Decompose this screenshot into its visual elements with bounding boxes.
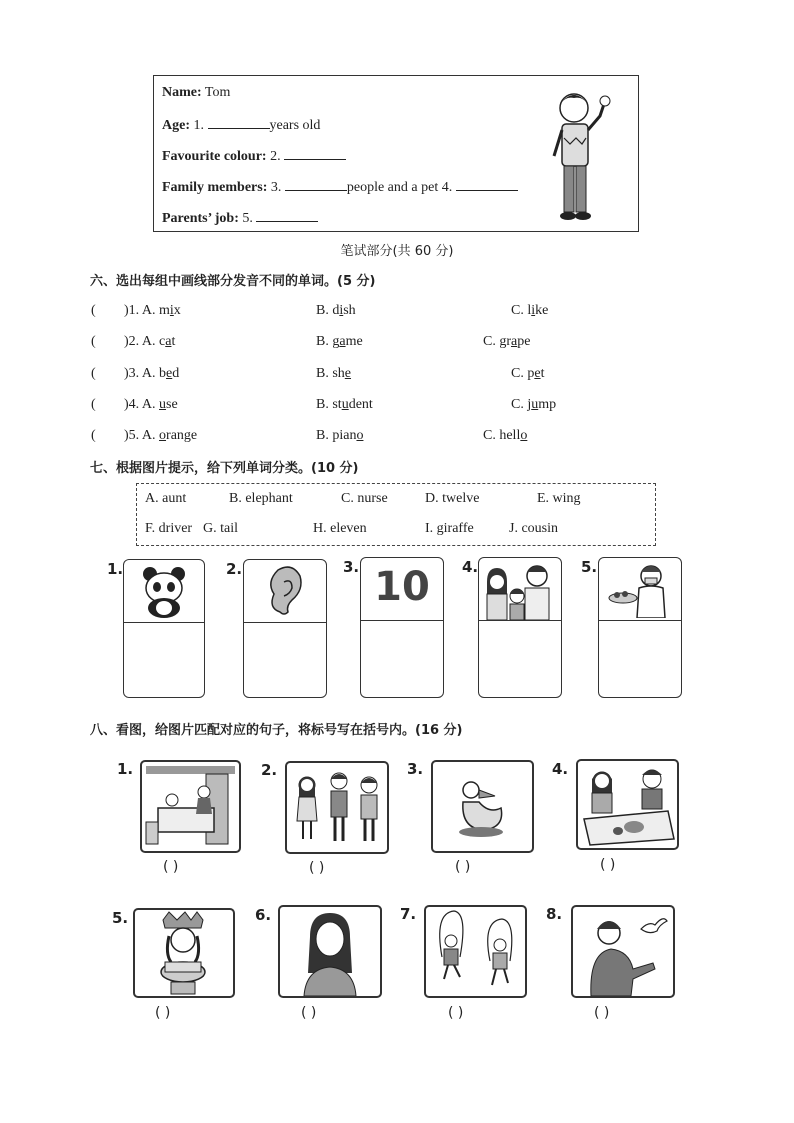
answer-paren[interactable]: ( ) xyxy=(301,1005,317,1021)
age-number: 1. xyxy=(193,118,204,133)
picture-number: 1. xyxy=(117,760,134,778)
question-number: )5. xyxy=(124,428,140,443)
open-paren: ( xyxy=(91,334,96,349)
picture-number: 5. xyxy=(112,909,129,927)
underlined-letter: u xyxy=(341,397,349,412)
family-label: Family members: xyxy=(162,180,268,195)
box-number: 4. xyxy=(462,558,479,576)
word-bank-item: B. elephant xyxy=(229,491,293,506)
option-text: ke xyxy=(535,303,549,318)
woman-portrait xyxy=(280,907,380,996)
painting-scene xyxy=(578,761,677,848)
option-b xyxy=(316,428,363,444)
open-paren: ( xyxy=(91,303,96,318)
option-c xyxy=(483,334,530,350)
option-text: C. l xyxy=(511,303,532,318)
underlined-letter: e xyxy=(534,366,541,381)
word-bank-item: E. wing xyxy=(537,491,581,506)
option-text: C. j xyxy=(511,397,532,412)
underlined-letter: o xyxy=(356,428,364,443)
underlined-letter: a xyxy=(165,334,172,349)
answer-paren[interactable]: ( ) xyxy=(155,1005,171,1021)
option-c xyxy=(511,397,556,413)
question-number: )2. xyxy=(124,334,140,349)
option-text: B. g xyxy=(316,334,340,349)
box-number: 3. xyxy=(343,558,360,576)
option-text: A. c xyxy=(141,334,166,349)
ear-icon xyxy=(244,560,326,620)
option-text: t xyxy=(540,366,545,381)
box-number: 5. xyxy=(581,558,598,576)
section8-heading: 八、看图，给图片匹配对应的句子，将标号写在括号内。(16 分) xyxy=(90,723,463,738)
option-text: B. st xyxy=(316,397,342,412)
word-bank-item: I. giraffe xyxy=(425,521,474,536)
option-text: B. pian xyxy=(316,428,357,443)
colour-blank[interactable] xyxy=(284,147,346,160)
category-box-ear[interactable] xyxy=(243,559,327,698)
family-line xyxy=(162,178,518,196)
picture-number: 3. xyxy=(407,760,424,778)
underlined-letter: a xyxy=(511,334,518,349)
job-label: Parents’ job: xyxy=(162,211,239,226)
section7-heading: 七、根据图片提示，给下列单词分类。(10 分) xyxy=(90,461,359,476)
bird-scene xyxy=(573,907,673,996)
option-c xyxy=(511,366,544,382)
box-number: 2. xyxy=(226,560,243,578)
duck-scene xyxy=(433,762,532,851)
picture-number: 4. xyxy=(552,760,569,778)
family-icon xyxy=(479,558,561,620)
underlined-letter: i xyxy=(169,303,174,318)
picture-bird xyxy=(571,905,675,998)
underlined-letter: e xyxy=(166,366,173,381)
option-text: B. d xyxy=(316,303,340,318)
answer-paren[interactable]: ( ) xyxy=(600,857,616,873)
answer-paren-open[interactable] xyxy=(91,334,96,350)
category-box-panda[interactable] xyxy=(123,559,205,698)
picture-bedroom xyxy=(140,760,241,853)
written-part-title: 笔试部分(共 60 分) xyxy=(340,244,454,259)
name-value: Tom xyxy=(204,85,231,100)
word-bank-item: C. nurse xyxy=(341,491,388,506)
jump-rope-scene xyxy=(426,907,525,996)
picture-number: 2. xyxy=(261,761,278,779)
age-blank[interactable] xyxy=(208,116,270,129)
nurse-picture xyxy=(599,558,681,621)
underlined-letter: e xyxy=(344,366,352,381)
question-number: )3. xyxy=(124,366,140,381)
option-text: mp xyxy=(538,397,557,412)
option-a xyxy=(124,397,178,413)
picture-number: 8. xyxy=(546,905,563,923)
colour-number: 2. xyxy=(270,149,281,164)
answer-paren[interactable]: ( ) xyxy=(455,859,471,875)
family-number: 3. xyxy=(270,180,282,195)
option-text: x xyxy=(173,303,181,318)
option-a xyxy=(124,303,181,319)
age-label: Age: xyxy=(162,118,190,133)
bedroom-scene xyxy=(142,762,239,851)
word-bank-item: H. eleven xyxy=(313,521,367,536)
underlined-letter: i xyxy=(531,303,536,318)
age-line xyxy=(162,116,320,134)
picture-jump-rope xyxy=(424,905,527,998)
word-bank xyxy=(136,483,656,546)
family-blank[interactable] xyxy=(285,178,347,191)
option-text: se xyxy=(166,397,178,412)
option-text: B. sh xyxy=(316,366,345,381)
underlined-letter: o xyxy=(520,428,528,443)
option-text: pe xyxy=(517,334,531,349)
option-b xyxy=(316,334,363,350)
info-card xyxy=(153,75,639,232)
option-a xyxy=(124,334,175,350)
nurse-icon xyxy=(599,558,681,618)
option-b xyxy=(316,397,373,413)
category-box-nurse[interactable] xyxy=(598,557,682,698)
question-number: )1. xyxy=(124,303,140,318)
option-a xyxy=(124,366,179,382)
open-paren: ( xyxy=(91,366,96,381)
underlined-letter: i xyxy=(339,303,344,318)
answer-paren[interactable]: ( ) xyxy=(594,1005,610,1021)
kids-scene xyxy=(287,763,387,852)
category-box-family[interactable] xyxy=(478,557,562,698)
option-b xyxy=(316,303,356,319)
word-bank-item: J. cousin xyxy=(509,521,558,536)
option-text: A. b xyxy=(141,366,167,381)
option-c xyxy=(511,303,548,319)
option-text: dent xyxy=(348,397,373,412)
age-tail: years old xyxy=(269,118,321,133)
underlined-letter: a xyxy=(339,334,346,349)
option-text: C. hell xyxy=(483,428,521,443)
open-paren: ( xyxy=(91,428,96,443)
answer-paren[interactable]: ( ) xyxy=(309,860,325,876)
word-bank-item: A. aunt xyxy=(145,491,187,506)
pet-blank[interactable] xyxy=(456,178,518,191)
word-bank-item: G. tail xyxy=(203,521,238,536)
answer-paren-open[interactable] xyxy=(91,366,96,382)
job-line xyxy=(162,209,318,227)
picture-three-kids xyxy=(285,761,389,854)
option-text: t xyxy=(171,334,176,349)
box-number: 1. xyxy=(107,560,124,578)
birthday-scene xyxy=(135,910,233,996)
colour-label: Favourite colour: xyxy=(162,149,267,164)
picture-birthday xyxy=(133,908,235,998)
panda-icon xyxy=(124,560,204,620)
job-blank[interactable] xyxy=(256,209,318,222)
underlined-letter: u xyxy=(531,397,539,412)
option-text: A. m xyxy=(141,303,170,318)
answer-paren[interactable]: ( ) xyxy=(163,859,179,875)
option-text: C. p xyxy=(511,366,535,381)
option-text: sh xyxy=(343,303,356,318)
section6-heading: 六、选出每组中画线部分发音不同的单词。(5 分) xyxy=(90,274,376,289)
picture-painting xyxy=(576,759,679,850)
answer-paren-open[interactable] xyxy=(91,303,96,319)
option-c xyxy=(483,428,527,444)
option-text: A. xyxy=(141,428,160,443)
job-number: 5. xyxy=(242,211,253,226)
number-picture xyxy=(361,558,443,621)
picture-number: 6. xyxy=(255,906,272,924)
family-mid: people and a pet 4. xyxy=(346,180,453,195)
ear-picture xyxy=(244,560,326,623)
family-picture xyxy=(479,558,561,621)
underlined-letter: u xyxy=(159,397,167,412)
option-text: me xyxy=(345,334,363,349)
underlined-letter: o xyxy=(159,428,167,443)
name-label: Name: xyxy=(162,85,202,100)
category-box-number[interactable] xyxy=(360,557,444,698)
panda-picture xyxy=(124,560,204,623)
question-number: )4. xyxy=(124,397,140,412)
option-text: A. xyxy=(141,397,160,412)
word-bank-item: D. twelve xyxy=(425,491,480,506)
picture-number: 7. xyxy=(400,905,417,923)
option-a xyxy=(124,428,197,444)
word-bank-item: F. driver xyxy=(145,521,193,536)
answer-paren[interactable]: ( ) xyxy=(448,1005,464,1021)
boy-waving-illustration xyxy=(544,86,624,226)
answer-paren-open[interactable] xyxy=(91,397,96,413)
option-text: C. gr xyxy=(483,334,511,349)
option-text: range xyxy=(166,428,198,443)
option-b xyxy=(316,366,351,382)
picture-duck xyxy=(431,760,534,853)
colour-line xyxy=(162,147,346,165)
answer-paren-open[interactable] xyxy=(91,428,96,444)
name-line xyxy=(162,85,230,101)
open-paren: ( xyxy=(91,397,96,412)
option-text: d xyxy=(172,366,180,381)
number-ten: 10 xyxy=(374,564,430,610)
picture-woman xyxy=(278,905,382,998)
